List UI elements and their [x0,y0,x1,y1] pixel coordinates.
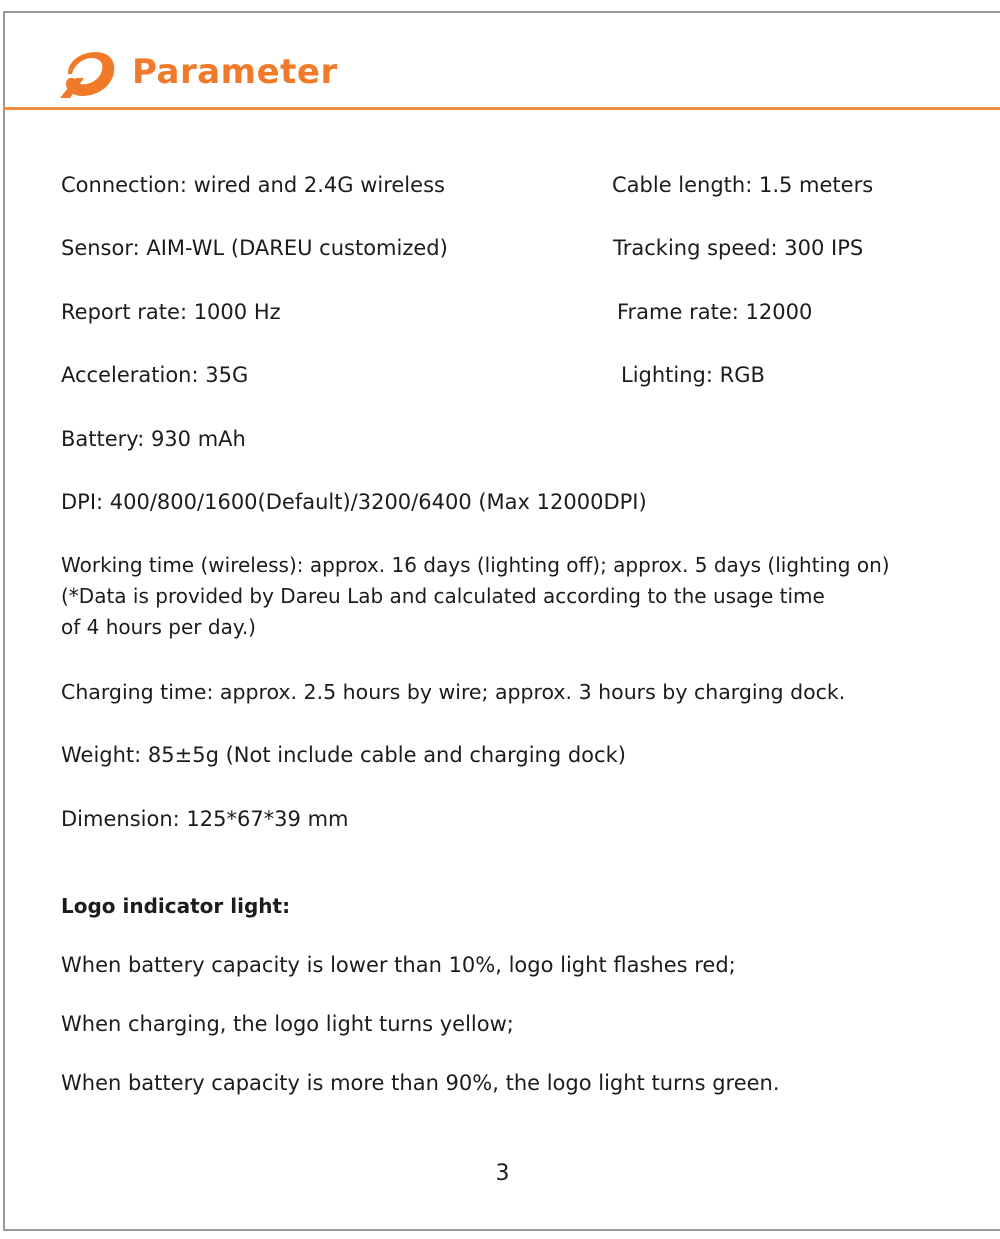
page-title: Parameter [132,52,338,92]
indicator-heading: Logo indicator light: [61,894,291,918]
spec-working-time [61,550,966,643]
working-time-line: Working time (wireless): approx. 16 days (lighting off); approx. 5 days (lighting on) [61,553,890,577]
indicator-full-battery: When battery capacity is more than 90%, the logo light turns green. [61,1071,780,1095]
page-number: 3 [495,1161,510,1186]
spec-frame-rate: Frame rate: 12000 [617,300,813,324]
dareu-logo-icon [58,48,120,100]
spec-battery: Battery: 930 mAh [61,427,246,451]
spec-acceleration: Acceleration: 35G [61,363,249,387]
spec-charging-time: Charging time: approx. 2.5 hours by wire; approx. 3 hours by charging dock. [61,680,846,704]
spec-weight: Weight: 85±5g (Not include cable and charging dock) [61,743,626,767]
header-divider [3,107,1000,110]
spec-cable-length: Cable length: 1.5 meters [612,173,874,197]
spec-sensor: Sensor: AIM-WL (DAREU customized) [61,236,448,260]
working-time-note-line: of 4 hours per day.) [61,615,256,639]
indicator-low-battery: When battery capacity is lower than 10%, logo light flashes red; [61,953,736,977]
spec-tracking-speed: Tracking speed: 300 IPS [613,236,864,260]
spec-report-rate: Report rate: 1000 Hz [61,300,281,324]
indicator-charging: When charging, the logo light turns yellow; [61,1012,514,1036]
spec-connection: Connection: wired and 2.4G wireless [61,173,445,197]
spec-lighting: Lighting: RGB [621,363,765,387]
spec-dimension: Dimension: 125*67*39 mm [61,807,349,831]
working-time-note-line: (*Data is provided by Dareu Lab and calculated according to the usage time [61,584,825,608]
spec-dpi: DPI: 400/800/1600(Default)/3200/6400 (Max 12000DPI) [61,490,647,514]
